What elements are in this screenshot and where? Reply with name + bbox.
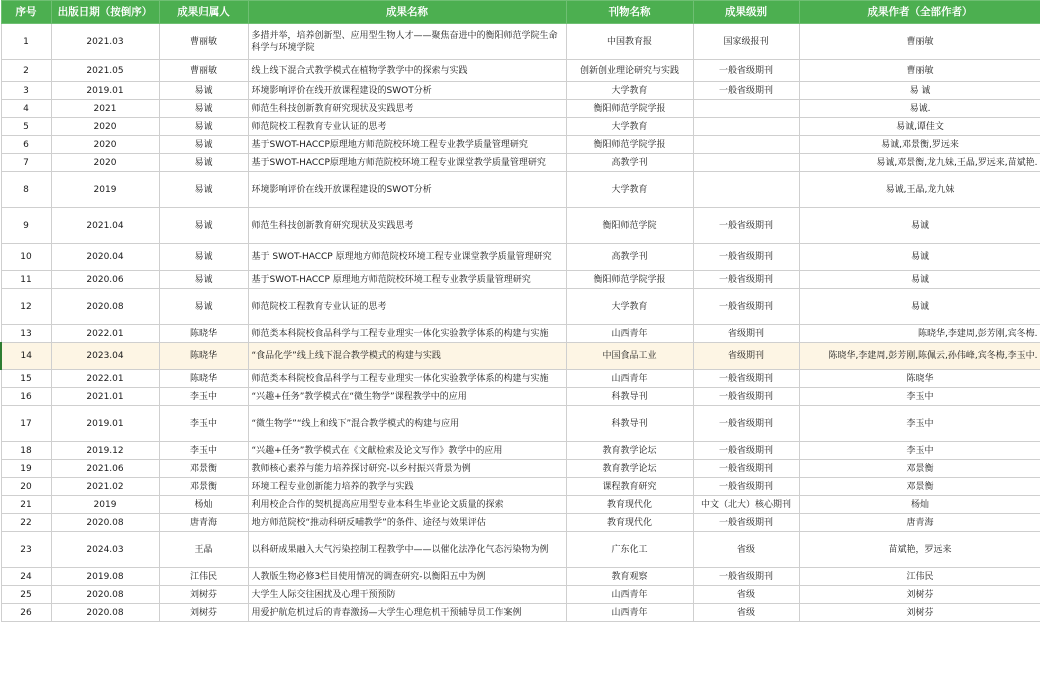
cell-date[interactable]: 2019 xyxy=(51,172,159,208)
cell-authors[interactable]: 李玉中 xyxy=(799,406,1040,442)
cell-owner[interactable]: 邓景衡 xyxy=(159,478,248,496)
cell-owner[interactable]: 刘树芬 xyxy=(159,604,248,622)
cell-no[interactable]: 4 xyxy=(1,100,51,118)
cell-journal[interactable]: 教育现代化 xyxy=(566,496,693,514)
cell-authors[interactable]: 陈晓华 xyxy=(799,370,1040,388)
cell-owner[interactable]: 曹丽敏 xyxy=(159,60,248,82)
cell-date[interactable]: 2021 xyxy=(51,100,159,118)
cell-owner[interactable]: 唐青海 xyxy=(159,514,248,532)
cell-owner[interactable]: 易诚 xyxy=(159,136,248,154)
cell-owner[interactable]: 易诚 xyxy=(159,271,248,289)
cell-journal[interactable]: 大学教育 xyxy=(566,118,693,136)
header-journal[interactable]: 刊物名称 xyxy=(566,1,693,24)
cell-authors[interactable]: 易诚. xyxy=(799,100,1040,118)
cell-no[interactable]: 16 xyxy=(1,388,51,406)
header-date[interactable]: 出版日期（按倒序） xyxy=(51,1,159,24)
cell-authors[interactable]: 易诚,邓景衡,龙九妹,王晶,罗远来,苗斌艳. xyxy=(799,154,1040,172)
header-no[interactable]: 序号 xyxy=(1,1,51,24)
table-row xyxy=(1,586,1040,604)
cell-owner[interactable]: 王晶 xyxy=(159,532,248,568)
cell-authors[interactable]: 李玉中 xyxy=(799,442,1040,460)
cell-no[interactable]: 9 xyxy=(1,208,51,244)
table-row xyxy=(1,478,1040,496)
cell-no[interactable]: 14 xyxy=(1,343,51,370)
cell-journal[interactable]: 高教学刊 xyxy=(566,154,693,172)
cell-owner[interactable]: 刘树芬 xyxy=(159,586,248,604)
cell-journal[interactable]: 衡阳师范学院学报 xyxy=(566,271,693,289)
cell-owner[interactable]: 李玉中 xyxy=(159,406,248,442)
cell-level[interactable]: 省级 xyxy=(693,586,799,604)
table-row xyxy=(1,460,1040,478)
table-row xyxy=(1,82,1040,100)
cell-date[interactable]: 2020.08 xyxy=(51,604,159,622)
cell-authors[interactable]: 易诚,王晶,龙九妹 xyxy=(799,172,1040,208)
cell-owner[interactable]: 曹丽敏 xyxy=(159,24,248,60)
cell-title[interactable]: 基于 SWOT-HACCP 原理地方师范院校环境工程专业课堂教学质量管理研究 xyxy=(248,244,566,271)
cell-date[interactable]: 2019.08 xyxy=(51,568,159,586)
cell-journal[interactable]: 广东化工 xyxy=(566,532,693,568)
cell-no[interactable]: 13 xyxy=(1,325,51,343)
cell-title[interactable]: 基于SWOT-HACCP 原理地方师范院校环境工程专业教学质量管理研究 xyxy=(248,271,566,289)
cell-title[interactable]: 人教版生物必修3栏目使用情况的调查研究-以衡阳五中为例 xyxy=(248,568,566,586)
cell-no[interactable]: 3 xyxy=(1,82,51,100)
cell-level[interactable]: 一般省级期刊 xyxy=(693,208,799,244)
cell-owner[interactable]: 李玉中 xyxy=(159,388,248,406)
cell-level[interactable]: 一般省级期刊 xyxy=(693,370,799,388)
cell-title[interactable]: “微生物学”“线上和线下”混合教学模式的构建与应用 xyxy=(248,406,566,442)
cell-journal[interactable]: 教育教学论坛 xyxy=(566,460,693,478)
cell-journal[interactable]: 高教学刊 xyxy=(566,244,693,271)
cell-title[interactable]: “兴趣+任务”教学模式在《文献检索及论文写作》教学中的应用 xyxy=(248,442,566,460)
cell-no[interactable]: 5 xyxy=(1,118,51,136)
table-row xyxy=(1,514,1040,532)
cell-no[interactable]: 23 xyxy=(1,532,51,568)
table-row xyxy=(1,532,1040,568)
cell-owner[interactable]: 易诚 xyxy=(159,82,248,100)
cell-date[interactable]: 2020 xyxy=(51,118,159,136)
cell-date[interactable]: 2021.03 xyxy=(51,24,159,60)
cell-date[interactable]: 2021.02 xyxy=(51,478,159,496)
table-row xyxy=(1,136,1040,154)
header-row xyxy=(1,1,1040,24)
cell-authors[interactable]: 易诚,谭佳文 xyxy=(799,118,1040,136)
cell-journal[interactable]: 衡阳师范学院学报 xyxy=(566,136,693,154)
cell-date[interactable]: 2021.01 xyxy=(51,388,159,406)
table-row xyxy=(1,604,1040,622)
cell-date[interactable]: 2019.01 xyxy=(51,82,159,100)
cell-owner[interactable]: 易诚 xyxy=(159,100,248,118)
cell-no[interactable]: 12 xyxy=(1,289,51,325)
cell-journal[interactable]: 山西青年 xyxy=(566,325,693,343)
cell-title[interactable]: 线上线下混合式教学模式在植物学教学中的探索与实践 xyxy=(248,60,566,82)
cell-level[interactable]: 中文（北大）核心期刊 xyxy=(693,496,799,514)
cell-no[interactable]: 8 xyxy=(1,172,51,208)
cell-journal[interactable]: 衡阳师范学院 xyxy=(566,208,693,244)
table-row xyxy=(1,271,1040,289)
table-row xyxy=(1,388,1040,406)
table-row xyxy=(1,325,1040,343)
cell-journal[interactable]: 教育教学论坛 xyxy=(566,442,693,460)
cell-title[interactable]: 师范院校工程教育专业认证的思考 xyxy=(248,289,566,325)
cell-level[interactable]: 一般省级期刊 xyxy=(693,271,799,289)
cell-level[interactable]: 一般省级期刊 xyxy=(693,478,799,496)
cell-level[interactable] xyxy=(693,172,799,208)
cell-no[interactable]: 24 xyxy=(1,568,51,586)
cell-level[interactable]: 一般省级期刊 xyxy=(693,244,799,271)
cell-date[interactable]: 2021.04 xyxy=(51,208,159,244)
table-row xyxy=(1,370,1040,388)
cell-no[interactable]: 25 xyxy=(1,586,51,604)
cell-authors[interactable]: 易诚 xyxy=(799,289,1040,325)
cell-level[interactable]: 国家级报刊 xyxy=(693,24,799,60)
cell-no[interactable]: 11 xyxy=(1,271,51,289)
table-row xyxy=(1,24,1040,60)
cell-journal[interactable]: 山西青年 xyxy=(566,604,693,622)
cell-authors[interactable]: 唐青海 xyxy=(799,514,1040,532)
cell-owner[interactable]: 易诚 xyxy=(159,172,248,208)
cell-no[interactable]: 1 xyxy=(1,24,51,60)
cell-no[interactable]: 17 xyxy=(1,406,51,442)
header-authors[interactable]: 成果作者（全部作者） xyxy=(799,1,1040,24)
cell-owner[interactable]: 李玉中 xyxy=(159,442,248,460)
cell-no[interactable]: 21 xyxy=(1,496,51,514)
cell-level[interactable]: 一般省级期刊 xyxy=(693,82,799,100)
cell-no[interactable]: 19 xyxy=(1,460,51,478)
cell-level[interactable]: 一般省级期刊 xyxy=(693,388,799,406)
cell-authors[interactable]: 曹丽敏 xyxy=(799,24,1040,60)
cell-authors[interactable]: 易诚 xyxy=(799,208,1040,244)
cell-authors[interactable]: 易诚,邓景衡,罗远来 xyxy=(799,136,1040,154)
cell-no[interactable]: 20 xyxy=(1,478,51,496)
cell-title[interactable]: 环境影响评价在线开放课程建设的SWOT分析 xyxy=(248,82,566,100)
cell-no[interactable]: 6 xyxy=(1,136,51,154)
table-row xyxy=(1,343,1040,370)
cell-date[interactable]: 2020.08 xyxy=(51,514,159,532)
cell-level[interactable] xyxy=(693,118,799,136)
cell-level[interactable]: 一般省级期刊 xyxy=(693,60,799,82)
cell-authors[interactable]: 李玉中 xyxy=(799,388,1040,406)
cell-owner[interactable]: 陈晓华 xyxy=(159,325,248,343)
cell-level[interactable]: 一般省级期刊 xyxy=(693,460,799,478)
cell-authors[interactable]: 易诚 xyxy=(799,271,1040,289)
cell-date[interactable]: 2019 xyxy=(51,496,159,514)
cell-date[interactable]: 2020.04 xyxy=(51,244,159,271)
cell-date[interactable]: 2020.08 xyxy=(51,289,159,325)
cell-owner[interactable]: 陈晓华 xyxy=(159,343,248,370)
cell-title[interactable]: 师范类本科院校食品科学与工程专业理实一体化实验教学体系的构建与实施 xyxy=(248,370,566,388)
cell-level[interactable] xyxy=(693,136,799,154)
cell-authors[interactable]: 刘树芬 xyxy=(799,604,1040,622)
cell-date[interactable]: 2020.08 xyxy=(51,586,159,604)
cell-no[interactable]: 2 xyxy=(1,60,51,82)
cell-authors[interactable]: 江伟民 xyxy=(799,568,1040,586)
table-row xyxy=(1,406,1040,442)
cell-date[interactable]: 2020.06 xyxy=(51,271,159,289)
cell-owner[interactable]: 江伟民 xyxy=(159,568,248,586)
cell-level[interactable]: 省级 xyxy=(693,604,799,622)
cell-title[interactable]: 用爱护航危机过后的青春激扬—大学生心理危机干预辅导员工作案例 xyxy=(248,604,566,622)
cell-journal[interactable]: 教育观察 xyxy=(566,568,693,586)
cell-date[interactable]: 2019.12 xyxy=(51,442,159,460)
cell-authors[interactable]: 易 诚 xyxy=(799,82,1040,100)
header-level[interactable]: 成果级别 xyxy=(693,1,799,24)
table-row xyxy=(1,172,1040,208)
cell-journal[interactable]: 教育现代化 xyxy=(566,514,693,532)
cell-level[interactable]: 省级期刊 xyxy=(693,325,799,343)
cell-level[interactable]: 省级期刊 xyxy=(693,343,799,370)
cell-no[interactable]: 7 xyxy=(1,154,51,172)
cell-date[interactable]: 2021.06 xyxy=(51,460,159,478)
cell-journal[interactable]: 山西青年 xyxy=(566,586,693,604)
cell-title[interactable]: 基于SWOT-HACCP原理地方师范院校环境工程专业教学质量管理研究 xyxy=(248,136,566,154)
cell-authors[interactable]: 易诚 xyxy=(799,244,1040,271)
cell-date[interactable]: 2020 xyxy=(51,136,159,154)
cell-date[interactable]: 2023.04 xyxy=(51,343,159,370)
cell-owner[interactable]: 易诚 xyxy=(159,118,248,136)
cell-journal[interactable]: 中国食品工业 xyxy=(566,343,693,370)
table-row xyxy=(1,244,1040,271)
cell-no[interactable]: 15 xyxy=(1,370,51,388)
cell-title[interactable]: 基于SWOT-HACCP原理地方师范院校环境工程专业课堂教学质量管理研究 xyxy=(248,154,566,172)
header-title[interactable]: 成果名称 xyxy=(248,1,566,24)
cell-no[interactable]: 18 xyxy=(1,442,51,460)
cell-owner[interactable]: 陈晓华 xyxy=(159,370,248,388)
cell-owner[interactable]: 杨灿 xyxy=(159,496,248,514)
cell-title[interactable]: 以科研成果融入大气污染控制工程教学中——以催化法净化气态污染物为例 xyxy=(248,532,566,568)
table-row xyxy=(1,100,1040,118)
cell-level[interactable]: 一般省级期刊 xyxy=(693,442,799,460)
cell-level[interactable]: 一般省级期刊 xyxy=(693,289,799,325)
cell-journal[interactable]: 大学教育 xyxy=(566,172,693,208)
cell-authors[interactable]: 苗斌艳，罗远来 xyxy=(799,532,1040,568)
cell-owner[interactable]: 易诚 xyxy=(159,208,248,244)
cell-level[interactable] xyxy=(693,100,799,118)
cell-owner[interactable]: 易诚 xyxy=(159,289,248,325)
cell-journal[interactable]: 创新创业理论研究与实践 xyxy=(566,60,693,82)
cell-owner[interactable]: 易诚 xyxy=(159,154,248,172)
cell-title[interactable]: 师范类本科院校食品科学与工程专业理实一体化实验教学体系的构建与实施 xyxy=(248,325,566,343)
cell-owner[interactable]: 易诚 xyxy=(159,244,248,271)
cell-level[interactable]: 一般省级期刊 xyxy=(693,514,799,532)
cell-title[interactable]: 师范生科技创新教育研究现状及实践思考 xyxy=(248,100,566,118)
cell-journal[interactable]: 大学教育 xyxy=(566,289,693,325)
table-row xyxy=(1,154,1040,172)
cell-title[interactable]: “兴趣+任务”教学模式在“微生物学”课程教学中的应用 xyxy=(248,388,566,406)
table-row xyxy=(1,60,1040,82)
cell-authors[interactable]: 杨灿 xyxy=(799,496,1040,514)
table-row xyxy=(1,442,1040,460)
table-row xyxy=(1,289,1040,325)
cell-no[interactable]: 26 xyxy=(1,604,51,622)
cell-level[interactable]: 一般省级期刊 xyxy=(693,568,799,586)
table-row xyxy=(1,118,1040,136)
cell-title[interactable]: 多措并举，培养创新型、应用型生物人才——聚焦奋进中的衡阳师范学院生命科学与环境学院 xyxy=(248,24,566,60)
cell-authors[interactable]: 邓景衡 xyxy=(799,460,1040,478)
header-owner[interactable]: 成果归属人 xyxy=(159,1,248,24)
cell-title[interactable]: “食品化学”线上线下混合教学模式的构建与实践 xyxy=(248,343,566,370)
cell-journal[interactable]: 大学教育 xyxy=(566,82,693,100)
cell-title[interactable]: 利用校企合作的契机提高应用型专业本科生毕业论文质量的探索 xyxy=(248,496,566,514)
cell-authors[interactable]: 刘树芬 xyxy=(799,586,1040,604)
cell-date[interactable]: 2022.01 xyxy=(51,325,159,343)
cell-journal[interactable]: 衡阳师范学院学报 xyxy=(566,100,693,118)
cell-level[interactable] xyxy=(693,154,799,172)
cell-date[interactable]: 2024.03 xyxy=(51,532,159,568)
cell-journal[interactable]: 中国教育报 xyxy=(566,24,693,60)
cell-journal[interactable]: 课程教育研究 xyxy=(566,478,693,496)
cell-level[interactable]: 省级 xyxy=(693,532,799,568)
cell-title[interactable]: 大学生人际交往困扰及心理干预预防 xyxy=(248,586,566,604)
cell-date[interactable]: 2020 xyxy=(51,154,159,172)
cell-date[interactable]: 2021.05 xyxy=(51,60,159,82)
cell-title[interactable]: 环境工程专业创新能力培养的教学与实践 xyxy=(248,478,566,496)
cell-date[interactable]: 2022.01 xyxy=(51,370,159,388)
cell-no[interactable]: 10 xyxy=(1,244,51,271)
cell-authors[interactable]: 陈晓华,李建周,彭芳刚,宾冬梅. xyxy=(799,325,1040,343)
table-row xyxy=(1,208,1040,244)
cell-authors[interactable]: 曹丽敏 xyxy=(799,60,1040,82)
cell-no[interactable]: 22 xyxy=(1,514,51,532)
cell-date[interactable]: 2019.01 xyxy=(51,406,159,442)
cell-journal[interactable]: 山西青年 xyxy=(566,370,693,388)
cell-owner[interactable]: 邓景衡 xyxy=(159,460,248,478)
table-row xyxy=(1,568,1040,586)
cell-level[interactable]: 一般省级期刊 xyxy=(693,406,799,442)
cell-title[interactable]: 教师核心素养与能力培养探讨研究-以乡村振兴背景为例 xyxy=(248,460,566,478)
cell-authors[interactable]: 陈晓华,李建周,彭芳刚,陈佩云,孙伟峰,宾冬梅,李玉中. xyxy=(799,343,1040,370)
cell-authors[interactable]: 邓景衡 xyxy=(799,478,1040,496)
cell-title[interactable]: 环境影响评价在线开放课程建设的SWOT分析 xyxy=(248,172,566,208)
cell-journal[interactable]: 科教导刊 xyxy=(566,388,693,406)
cell-journal[interactable]: 科教导刊 xyxy=(566,406,693,442)
cell-title[interactable]: 师范院校工程教育专业认证的思考 xyxy=(248,118,566,136)
cell-title[interactable]: 地方师范院校“推动科研反哺教学”的条件、途径与效果评估 xyxy=(248,514,566,532)
cell-title[interactable]: 师范生科技创新教育研究现状及实践思考 xyxy=(248,208,566,244)
table-row xyxy=(1,496,1040,514)
